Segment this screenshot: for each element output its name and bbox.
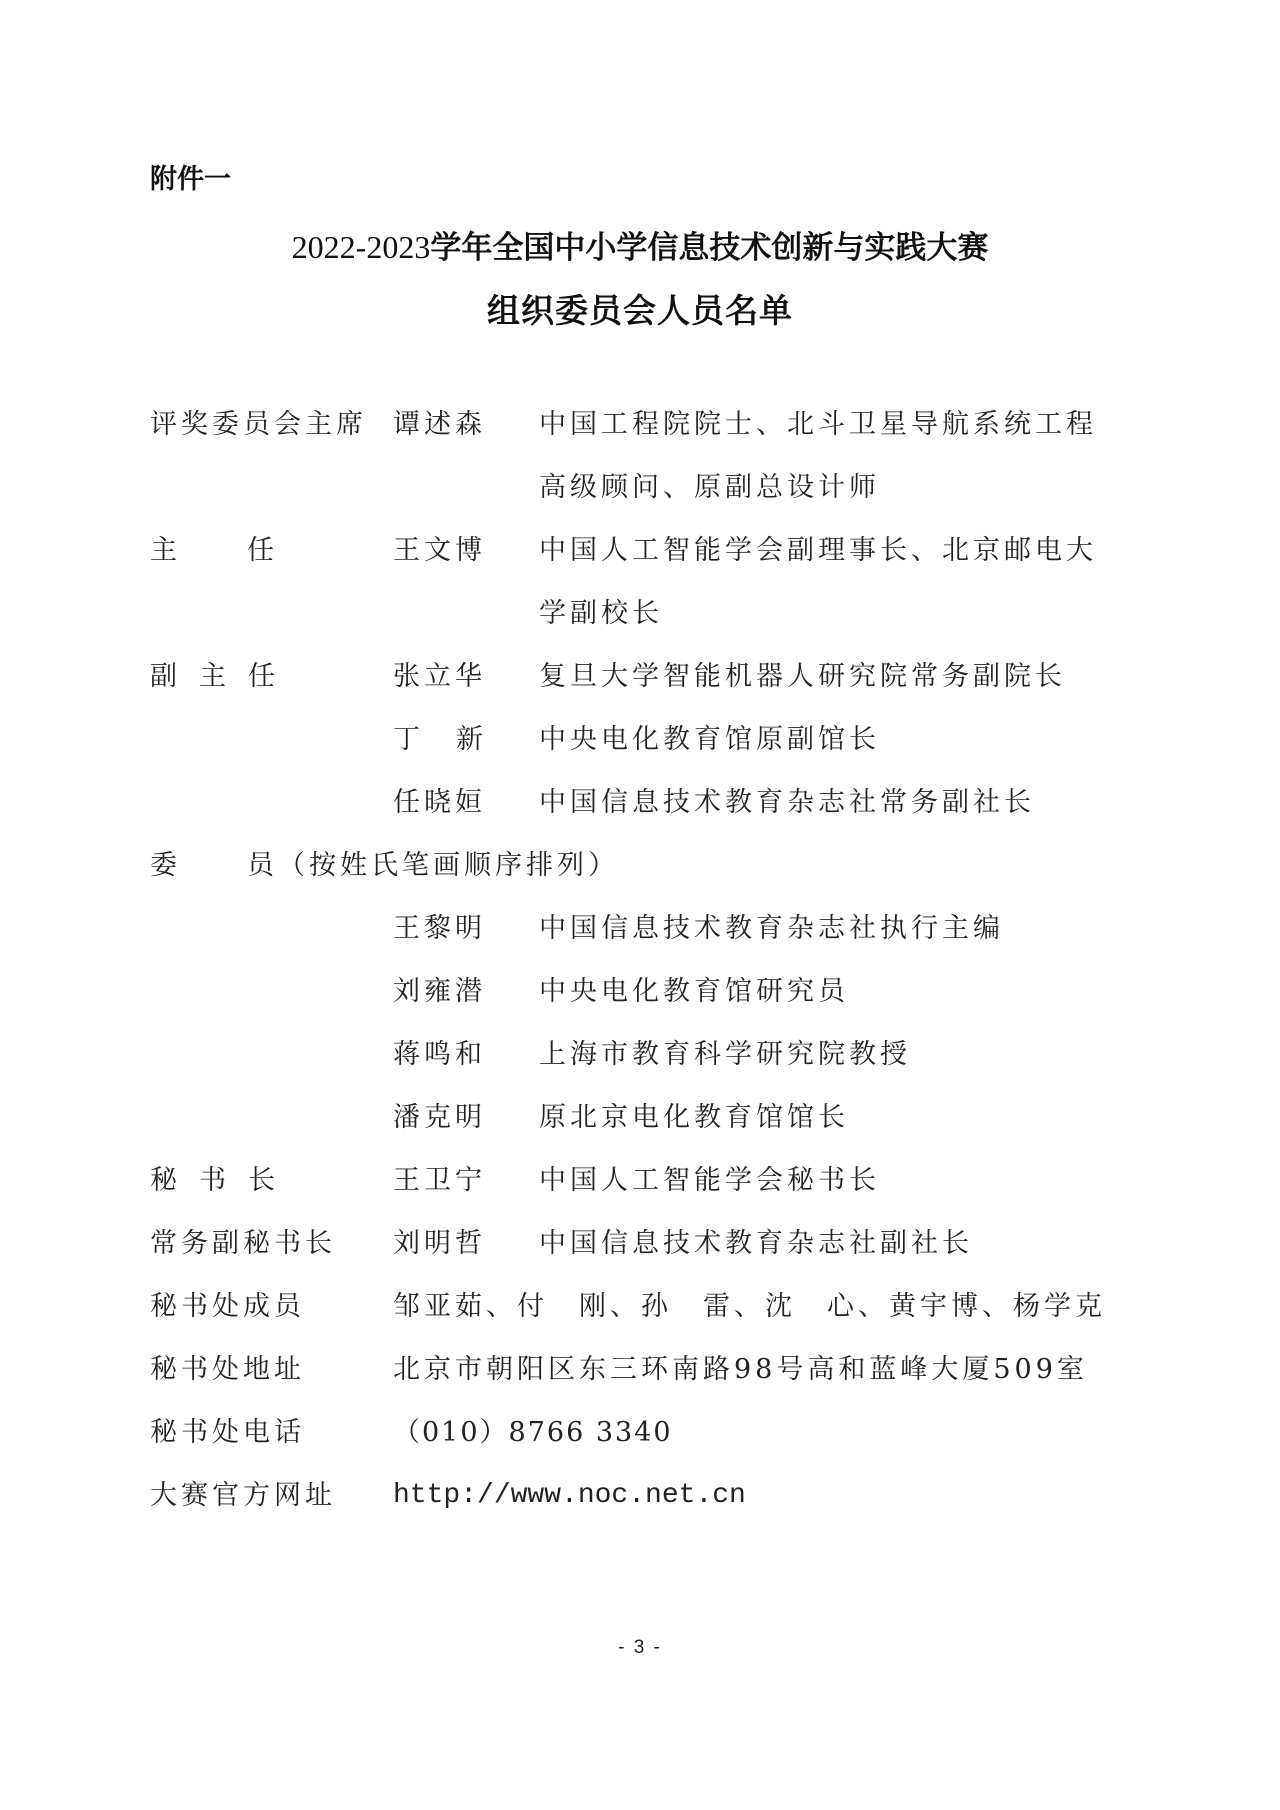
person-title: 中国人工智能学会秘书长 [539, 1165, 880, 1196]
title-main-text: 学年全国中小学信息技术创新与实践大赛 [430, 230, 989, 266]
document-title-line-2: 组织委员会人员名单 [487, 291, 793, 330]
person-name: 潘克明 [393, 1102, 486, 1133]
person-title: 中国信息技术教育杂志社常务副社长 [539, 787, 1035, 818]
official-website-link[interactable]: http://www.noc.net.cn [393, 1480, 746, 1511]
person-title: 中国工程院院士、北斗卫星导航系统工程 [539, 409, 1097, 440]
roster-row-deputy-director [0, 771, 1280, 834]
roster-row-director-continued [0, 582, 1280, 645]
role-label-tail: 员 [247, 850, 278, 881]
person-name: 王黎明 [393, 913, 486, 944]
document-title-line-1 [0, 226, 1280, 269]
person-title-continued: 学副校长 [539, 598, 663, 629]
person-title: 中央电化教育馆原副馆长 [539, 724, 880, 755]
role-label: 副主任 [150, 661, 297, 692]
person-name: 谭述森 [393, 409, 486, 440]
person-name: 张立华 [393, 661, 486, 692]
person-title-continued: 高级顾问、原副总设计师 [539, 472, 880, 503]
roster-row-committee-member [0, 897, 1280, 960]
role-label: 大赛官方网址 [150, 1480, 336, 1511]
person-title: 原北京电化教育馆馆长 [539, 1102, 849, 1133]
committee-roster [0, 393, 1280, 1527]
roster-row-deputy-director [0, 645, 1280, 708]
roster-row-chair-continued [0, 456, 1280, 519]
roster-row-secretary-general [0, 1149, 1280, 1212]
roster-row-committee-member [0, 1023, 1280, 1086]
person-name: 刘雍潜 [393, 976, 486, 1007]
role-label-head: 委 [150, 850, 247, 881]
roster-row-executive-deputy-secretary-general [0, 1212, 1280, 1275]
role-label: 常务副秘书长 [150, 1228, 336, 1259]
role-label: 秘书处地址 [150, 1354, 305, 1385]
roster-row-chair [0, 393, 1280, 456]
secretariat-address: 北京市朝阳区东三环南路98号高和蓝峰大厦509室 [393, 1354, 1088, 1385]
person-name: 任晓姮 [393, 787, 486, 818]
roster-row-official-website [0, 1464, 1280, 1527]
person-title: 上海市教育科学研究院教授 [539, 1039, 911, 1070]
roster-row-secretariat-phone [0, 1401, 1280, 1464]
role-label: 秘书处电话 [150, 1417, 305, 1448]
roster-row-director [0, 519, 1280, 582]
roster-row-committee-member [0, 960, 1280, 1023]
roster-row-secretariat-members [0, 1275, 1280, 1338]
roster-row-committee-member [0, 1086, 1280, 1149]
roster-row-deputy-director [0, 708, 1280, 771]
page-number: - 3 - [618, 1637, 662, 1658]
secretariat-phone: （010）8766 3340 [393, 1417, 673, 1448]
roster-row-secretariat-address [0, 1338, 1280, 1401]
ordering-note: （按姓氏笔画顺序排列） [278, 850, 619, 881]
person-name: 丁新 [393, 724, 519, 755]
attachment-label: 附件一 [150, 164, 231, 195]
title-year-range: 2022-2023 [291, 229, 431, 265]
person-name: 刘明哲 [393, 1228, 486, 1259]
role-label: 主任 [150, 535, 344, 566]
person-title: 中国人工智能学会副理事长、北京邮电大 [539, 535, 1097, 566]
role-label [150, 834, 619, 897]
role-label: 评奖委员会主席 [150, 409, 367, 440]
person-name: 王文博 [393, 535, 486, 566]
person-name: 王卫宁 [393, 1165, 486, 1196]
secretariat-member-list: 邹亚茹、付 刚、孙 雷、沈 心、黄宇博、杨学克 [393, 1291, 1106, 1322]
person-name: 蒋鸣和 [393, 1039, 486, 1070]
person-title: 中国信息技术教育杂志社执行主编 [539, 913, 1004, 944]
role-label: 秘书处成员 [150, 1291, 305, 1322]
role-label: 秘书长 [150, 1165, 297, 1196]
roster-row-committee-heading [0, 834, 1280, 897]
person-title: 中央电化教育馆研究员 [539, 976, 849, 1007]
person-title: 中国信息技术教育杂志社副社长 [539, 1228, 973, 1259]
person-title: 复旦大学智能机器人研究院常务副院长 [539, 661, 1066, 692]
